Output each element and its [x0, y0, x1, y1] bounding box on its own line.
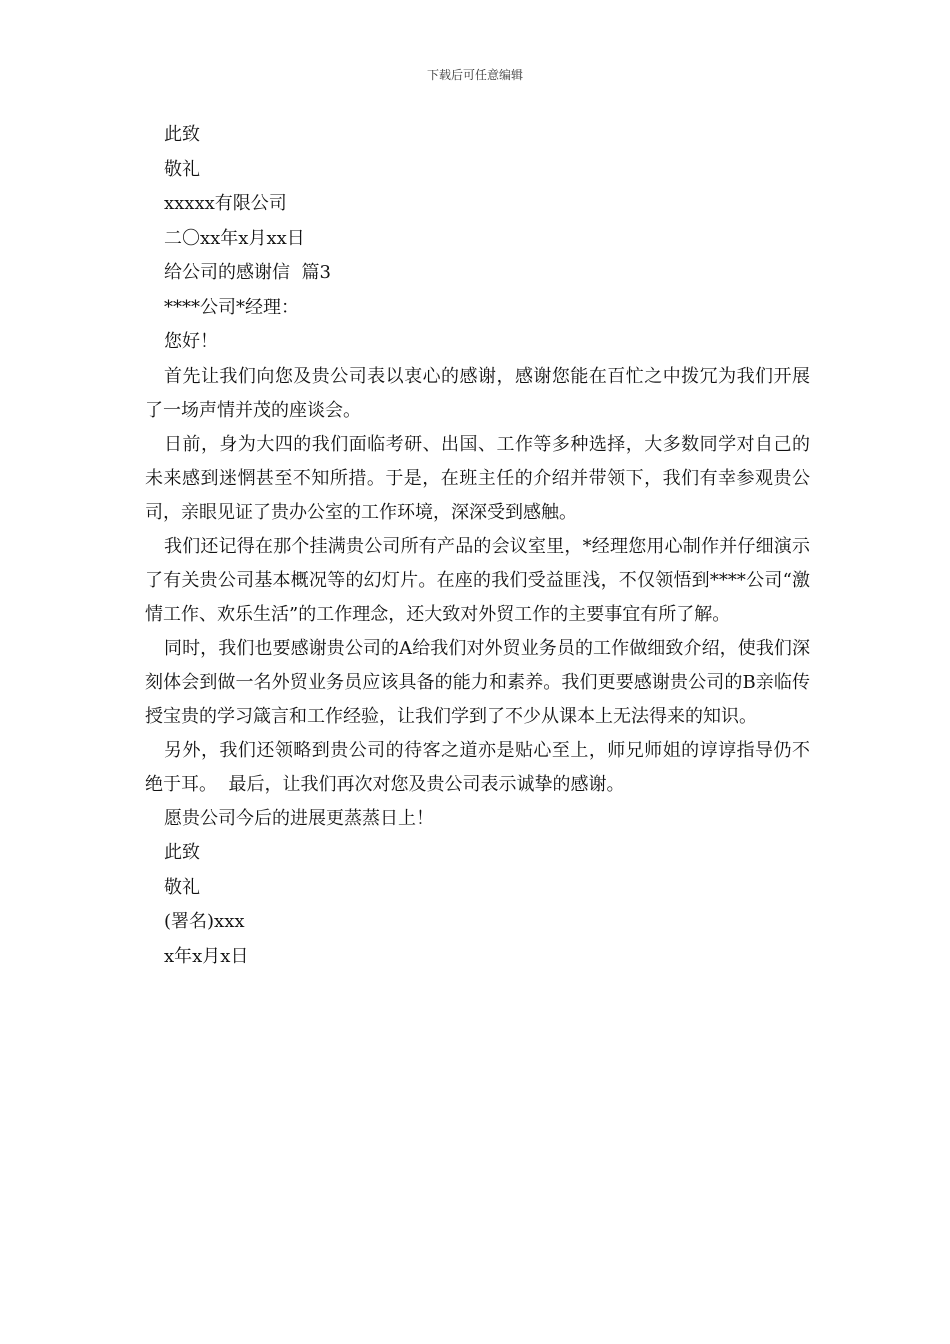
signature: (署名)xxx	[164, 911, 245, 932]
closing-jingli: 敬礼	[164, 158, 200, 180]
greeting: 您好！	[164, 331, 218, 352]
paragraph: 日前，身为大四的我们面临考研、出国、工作等多种选择，大多数同学对自己的未来感到迷惘甚至不知所措。于是，在班主任的介绍并带领下，我们有幸参观贵公司，亲眼见证了贵办公室的工作环境，深深受到感触。	[145, 433, 810, 523]
paragraph: 同时，我们也要感谢贵公司的A给我们对外贸业务员的工作做细致介绍，使我们深刻体会到做一名外贸业务员应该具备的能力和素养。我们更要感谢贵公司的B亲临传授宝贵的学习箴言和工作经验，让我们学到了不少从课本上无法得来的知识。	[145, 637, 810, 727]
page-header: 下载后可任意编辑	[426, 68, 523, 82]
closing-jingli-2: 敬礼	[164, 876, 200, 898]
paragraph: 首先让我们向您及贵公司表以衷心的感谢，感谢您能在百忙之中拨冗为我们开展了一场声情并茂的座谈会。	[145, 365, 810, 421]
company-signature: xxxxx有限公司	[164, 193, 287, 214]
closing-cizhi: 此致	[164, 124, 200, 145]
letter-body	[145, 118, 810, 974]
paragraph: 另外，我们还领略到贵公司的待客之道亦是贴心至上，师兄师姐的谆谆指导仍不绝于耳。 最后，让我们再次对您及贵公司表示诚挚的感谢。	[145, 739, 810, 795]
closing-cizhi-2: 此致	[164, 842, 200, 863]
salutation: ****公司*经理：	[164, 296, 299, 318]
wish-line: 愿贵公司今后的进展更蒸蒸日上！	[164, 807, 434, 829]
signature-date: x年x月x日	[164, 945, 249, 967]
section-title: 给公司的感谢信 篇3	[164, 262, 331, 283]
paragraph: 我们还记得在那个挂满贵公司所有产品的会议室里，*经理您用心制作并仔细演示了有关贵公司基本概况等的幻灯片。在座的我们受益匪浅，不仅领悟到****公司“激情工作、欢乐生活”的工作理念，还大致对外贸工作的主要事宜有所了解。	[145, 535, 810, 625]
letter-date: 二〇xx年x月xx日	[164, 227, 305, 249]
